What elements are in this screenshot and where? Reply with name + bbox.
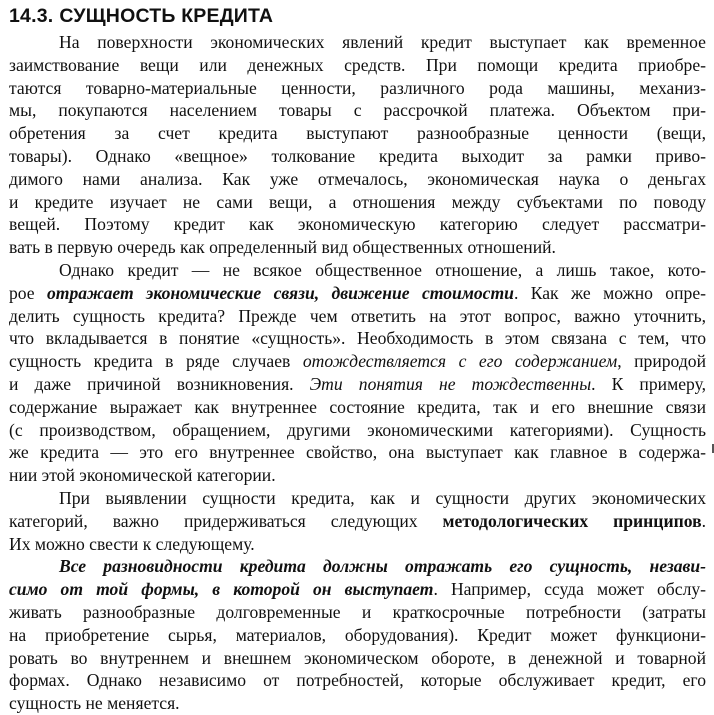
emphasis-text: отождествляется с его содержанием (302, 351, 618, 372)
section-number: 14.3. (9, 5, 54, 27)
text-line: При выявлении сущности кредита, как и сущности других экономических (59, 487, 706, 508)
text-line: формах. Однако независимо от потребностей, которые обслуживает кредит, его (9, 670, 706, 691)
text-line: же кредита — это его внутреннее свойство, она выступает как главное в содержа- (9, 442, 706, 463)
text-line: товары). Однако «вещное» толкование кредита выходит за рамки приво- (9, 145, 706, 166)
emphasis-text: Эти понятия не тождественны (309, 373, 592, 394)
paragraph-3 (9, 487, 706, 555)
text-line: Их можно свести к следующему. (9, 533, 255, 554)
paragraph-2 (9, 259, 706, 487)
text-span: . К примеру, (591, 373, 707, 394)
text-line (9, 350, 706, 373)
text-span: категорий, важно придерживаться следующих (9, 510, 443, 531)
text-span: и даже причиной возникновения. (9, 373, 310, 394)
emphasis-text: методологических принципов (442, 510, 702, 531)
text-line: содержание выражает как внутреннее состояние кредита, так и его внешние связи (9, 396, 706, 417)
text-line: живать разнообразные долговременные и краткосрочные потребности (затраты (9, 601, 706, 622)
text-line: На поверхности экономических явлений кредит выступает как временное (59, 32, 706, 52)
emphasis-text: отражает экономические связи, движение стоимости (47, 282, 514, 303)
text-span: . Например, ссуда может обслу- (433, 579, 707, 600)
text-span: сущность кредита в ряде случаев (9, 351, 303, 372)
text-span: , природой (617, 351, 706, 372)
text-span: . (701, 510, 706, 531)
text-line: и кредите изучает не сами вещи, а отношения между субъектами по поводу (9, 191, 706, 212)
text-line: ровать во внутреннем и внешнем экономическом обороте, в денежной и товарной (9, 647, 706, 668)
text-line: делить сущность кредита? Прежде чем ответить на этот вопрос, важно уточнить, (9, 305, 706, 326)
body-text (9, 31, 706, 715)
text-span: . Как же можно опре- (513, 282, 706, 303)
paragraph-4 (9, 555, 706, 715)
text-line: таются товарно-материальные ценности, различного рода машины, механиз- (9, 77, 706, 98)
text-line: нии этой экономической категории. (9, 465, 276, 486)
text-line: вещей. Поэтому кредит как экономическую категорию следует рассматри- (9, 214, 706, 235)
text-line: вать в первую очередь как определенный вид общественных отношений. (9, 237, 556, 258)
text-line (9, 373, 706, 396)
text-line: на приобретение сырья, материалов, оборудования). Кредит может функциони- (9, 624, 706, 645)
text-line: сущность не меняется. (9, 693, 180, 714)
text-line: Однако кредит — не всякое общественное отношение, а лишь такое, кото- (59, 259, 706, 280)
text-line: мы, покупаются населением товары с рассрочкой платежа. Объектом при- (9, 100, 706, 121)
paragraph-1 (9, 31, 706, 259)
emphasis-text: симо от той формы, в которой он выступает (9, 579, 434, 600)
section-heading (9, 3, 706, 29)
text-line (9, 510, 706, 533)
text-line: обретения за счет кредита выступают разнообразные ценности (вещи, (9, 123, 706, 144)
text-span: рое (9, 282, 47, 303)
text-line: димого нами анализа. Как уже отмечалось, экономическая наука о деньгах (9, 168, 706, 189)
text-line: что вкладывается в понятие «сущность». Необходимость в этом связана с тем, что (9, 328, 706, 349)
text-line (9, 578, 706, 601)
text-line: (с производством, обращением, другими экономическими категориями). Сущность (9, 419, 706, 440)
text-line: заимствование вещи или денежных средств. При помощи кредита приобре- (9, 54, 706, 75)
emphasis-line: Все разновидности кредита должны отражать его сущность, незави- (59, 556, 706, 577)
section-title: СУЩНОСТЬ КРЕДИТА (59, 5, 274, 27)
text-line (9, 282, 706, 305)
